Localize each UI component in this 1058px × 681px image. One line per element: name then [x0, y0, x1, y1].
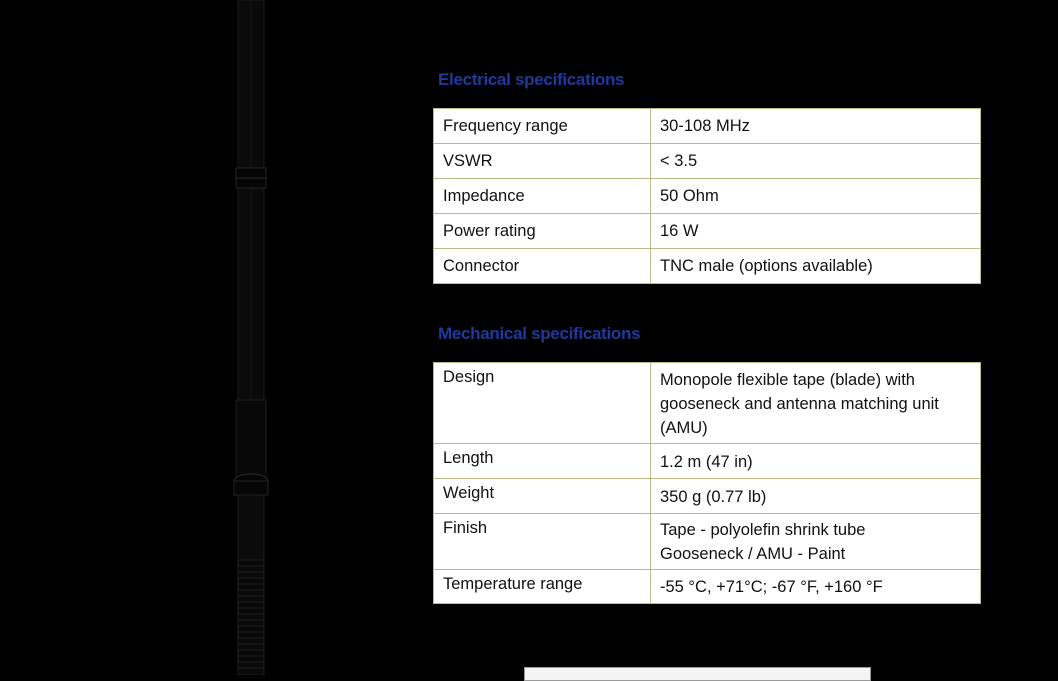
- spec-value: 50 Ohm: [651, 179, 981, 214]
- spec-label: VSWR: [434, 144, 651, 179]
- spec-value: 16 W: [651, 214, 981, 249]
- table-row: [434, 214, 981, 249]
- mechanical-specifications-table: [433, 362, 981, 604]
- spec-value-line: Gooseneck / AMU - Paint: [660, 545, 846, 563]
- spec-value-line: Monopole flexible tape (blade) with: [660, 370, 915, 389]
- spec-value-line: gooseneck and antenna matching unit: [660, 394, 939, 413]
- spec-value: TNC male (options available): [651, 249, 981, 284]
- spec-label: Frequency range: [434, 109, 651, 144]
- spec-value: [651, 363, 981, 444]
- table-row: [434, 249, 981, 284]
- electrical-specifications-table: [433, 108, 981, 284]
- antenna-illustration: [200, 0, 320, 675]
- table-row: [434, 109, 981, 144]
- spec-label: Impedance: [434, 179, 651, 214]
- table-row: [434, 570, 981, 604]
- spec-value-line: Tape - polyolefin shrink tube: [660, 521, 866, 539]
- table-row: [434, 144, 981, 179]
- spec-label: Finish: [434, 514, 651, 570]
- spec-value-line: -55 °C, +71°C; -67 °F, +160 °F: [660, 578, 883, 596]
- spec-label: Length: [434, 444, 651, 479]
- spec-value: 30-108 MHz: [651, 109, 981, 144]
- table-row: [434, 479, 981, 514]
- spec-value: [651, 570, 981, 604]
- spec-value-line: 350 g (0.77 lb): [660, 487, 767, 506]
- spec-value-line: 1.2 m (47 in): [660, 452, 753, 471]
- spec-label: Design: [434, 363, 651, 444]
- table-row: [434, 444, 981, 479]
- spec-value: [651, 444, 981, 479]
- spec-label: Power rating: [434, 214, 651, 249]
- spec-label: Temperature range: [434, 570, 651, 604]
- mechanical-specifications-heading: Mechanical specifications: [438, 324, 641, 343]
- spec-value: [651, 514, 981, 570]
- table-row: [434, 514, 981, 570]
- spec-value-line: (AMU): [660, 418, 708, 437]
- electrical-specifications-heading: Electrical specifications: [438, 70, 625, 89]
- embedded-image-strip: [524, 667, 871, 681]
- spec-label: Connector: [434, 249, 651, 284]
- table-row: [434, 363, 981, 444]
- spec-value: < 3.5: [651, 144, 981, 179]
- spec-label: Weight: [434, 479, 651, 514]
- spec-value: [651, 479, 981, 514]
- table-row: [434, 179, 981, 214]
